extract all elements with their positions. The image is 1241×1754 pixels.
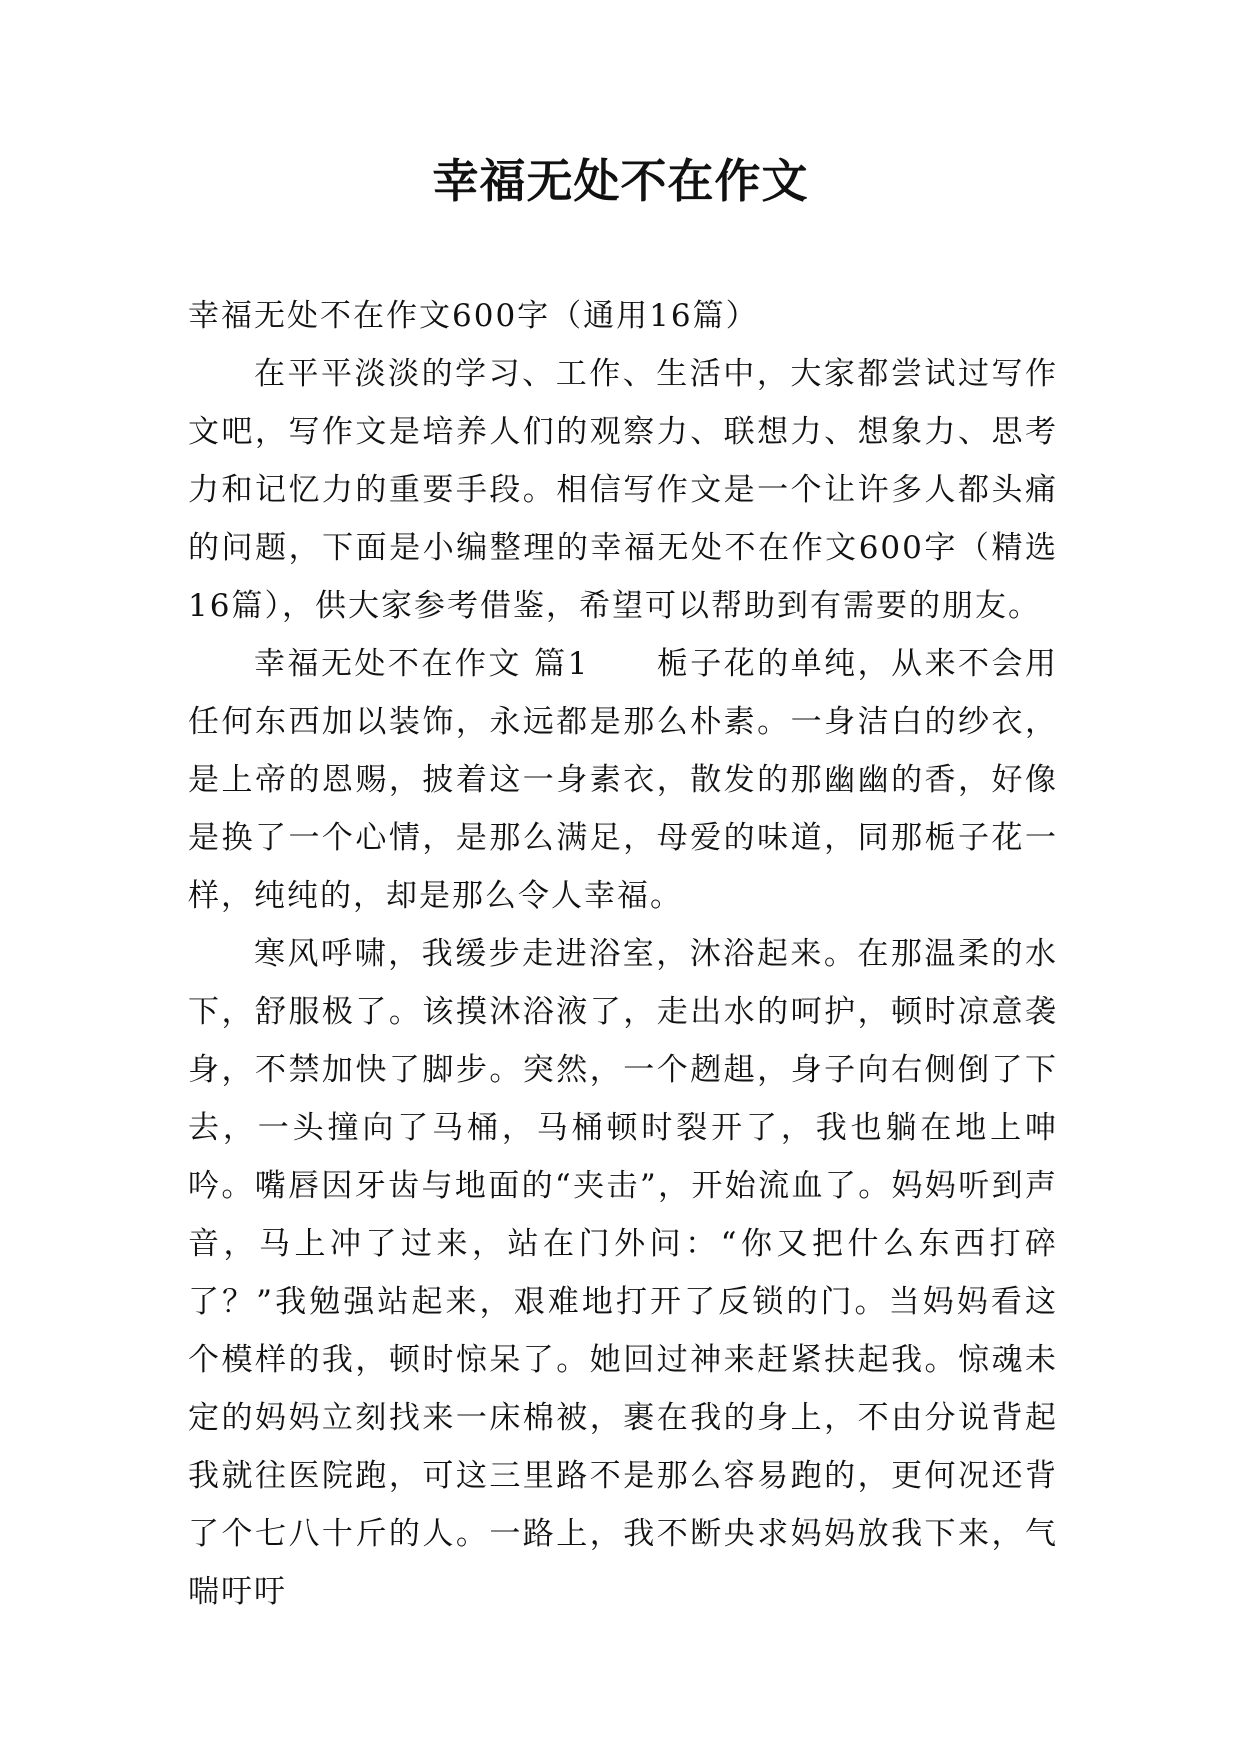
subtitle-paragraph: 幸福无处不在作文600字（通用16篇） <box>188 298 759 334</box>
intro-paragraph: 在平平淡淡的学习、工作、生活中，大家都尝试过写作文吧，写作文是培养人们的观察力、联想力、想象力、思考力和记忆力的重要手段。相信写作文是一个让许多人都头痛的问题，下面是小编整理的幸福无处不在作文600字（精选16篇），供大家参考借鉴，希望可以帮助到有需要的朋友。 <box>188 356 1058 624</box>
essay-1-story-paragraph: 寒风呼啸，我缓步走进浴室，沐浴起来。在那温柔的水下，舒服极了。该摸沐浴液了，走出水的呵护，顿时凉意袭身，不禁加快了脚步。突然，一个趔趄，身子向右侧倒了下去，一头撞向了马桶，马桶顿时裂开了，我也躺在地上呻吟。嘴唇因牙齿与地面的“夹击”，开始流血了。妈妈听到声音，马上冲了过来，站在门外问：“你又把什么东西打碎了？”我勉强站起来，艰难地打开了反锁的门。当妈妈看这个模样的我，顿时惊呆了。她回过神来赶紧扶起我。惊魂未定的妈妈立刻找来一床棉被，裹在我的身上，不由分说背起我就往医院跑，可这三里路不是那么容易跑的，更何况还背了个七八十斤的人。一路上，我不断央求妈妈放我下来，气喘吁吁 <box>188 936 1058 1610</box>
document-body <box>188 287 1058 1621</box>
essay-1-paragraph: 幸福无处不在作文 篇1 栀子花的单纯，从来不会用任何东西加以装饰，永远都是那么朴素。一身洁白的纱衣，是上帝的恩赐，披着这一身素衣，散发的那幽幽的香，好像是换了一个心情，是那么满足，母爱的味道，同那栀子花一样，纯纯的，却是那么令人幸福。 <box>188 646 1058 914</box>
document-title: 幸福无处不在作文 <box>432 154 809 208</box>
